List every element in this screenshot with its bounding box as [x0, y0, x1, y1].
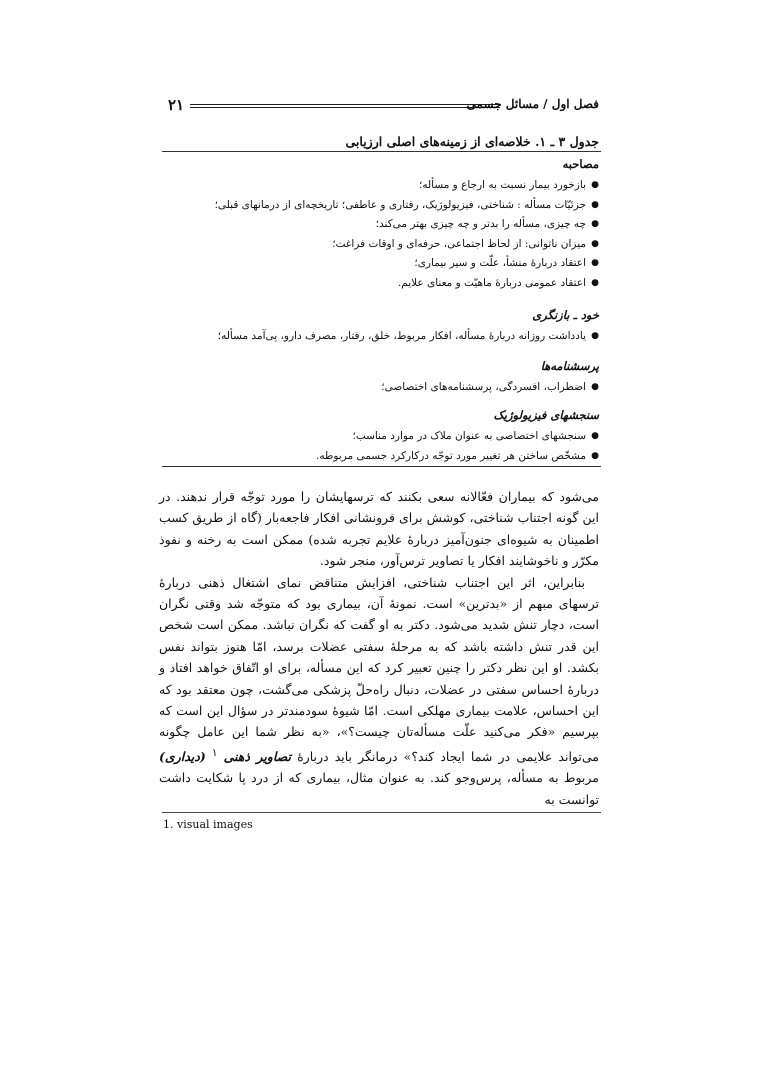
body-text: [159, 486, 599, 810]
bullet-list: [159, 427, 599, 466]
table-bottom-rule: [162, 466, 601, 467]
paragraph: [159, 572, 599, 811]
list-item: ● جزئیّات مسأله : شناختی، فیزیولوژیک، رفتاری و عاطفی؛ تاریخچه‌ای از درمانهای قبلی؛: [159, 196, 599, 216]
footnote-marker[interactable]: ۱: [211, 746, 218, 759]
list-item: ● اضطراب، افسردگی، پرسشنامه‌های اختصاصی؛: [159, 378, 599, 398]
table-section-physiological: [159, 407, 599, 466]
chapter-title: فصل اول / مسائل جسمی: [466, 97, 599, 111]
footnote-rule: [162, 812, 601, 813]
bullet-list: [159, 378, 599, 398]
table-title: جدول ۳ ـ ۱. خلاصه‌ای از زمینه‌های اصلی ارزیابی: [345, 134, 599, 149]
table-section-questionnaires: [159, 358, 599, 398]
footnote: 1. visual images: [163, 818, 253, 831]
list-item: ● یادداشت روزانه دربارهٔ مسأله، افکار مربوط، خلق، رفتار، مصرف دارو، پی‌آمد مسأله؛: [159, 327, 599, 347]
table-section-interview: [159, 156, 599, 293]
list-item: ● اعتقاد دربارهٔ منشأ، علّت و سیر بیماری؛: [159, 254, 599, 274]
section-heading: مصاحبه: [562, 157, 599, 171]
bullet-list: [159, 327, 599, 347]
emphasized-term: (دیداری): [159, 749, 206, 765]
section-heading: سنجشهای فیزیولوژیک: [493, 408, 599, 422]
list-item: ● بازخورد بیمار نسبت به ارجاع و مسأله؛: [159, 176, 599, 196]
list-item: ● میزان ناتوانی: از لحاظ اجتماعی، حرفه‌ای و اوقات فراغت؛: [159, 235, 599, 255]
table-section-self-monitoring: [159, 307, 599, 347]
section-heading: خود ـ بازنگری: [532, 308, 599, 322]
paragraph-text: مربوط به مسأله، پرس‌وجو کند. به عنوان مثال، بیماری که از درد پا شکایت داشت توانست به: [159, 770, 599, 807]
list-item: ● سنجشهای اختصاصی به عنوان ملاک در موارد مناسب؛: [159, 427, 599, 447]
emphasized-term: تصاویر ذهنی: [223, 749, 291, 765]
page-number: ۲۱: [168, 96, 185, 114]
header-rule: [190, 104, 500, 108]
bullet-list: [159, 176, 599, 293]
list-item: ● چه چیزی، مسأله را بدتر و چه چیزی بهتر می‌کند؛: [159, 215, 599, 235]
section-heading: پرسشنامه‌ها: [540, 359, 599, 373]
list-item: ● مشخّص ساختن هر تغییر مورد توجّه درکارکرد جسمی مربوطه.: [159, 447, 599, 467]
paragraph-text: بنابراین، اثر این اجتناب شناختی، افزایش متناقض نمای اشتغال ذهنی دربارهٔ ترسهای مبهم از «بدترین» است. نمونهٔ آن، بیماری بود که متوجّه شد وقتی نگران است، دچار تنش شدید می‌شود. دکتر به او گفت که نگران نباشد. ممکن است شخص این قدر تنش داشته باشد که به مرحلهٔ سفتی عضلات برسد، امّا هنوز بتواند نفس بکشد. او این نظر دکتر را چنین تعبیر کرد که این مسأله، برای او اتّفاق خواهد افتاد و دربارهٔ احساس سفتی در عضلات، دنبال راه‌حلّ پزشکی می‌گشت، چون معتقد بود که این احساس، علامت بیماری مهلکی است. امّا شیوهٔ سودمندتر در سؤال این است که بپرسیم «فکر می‌کنید علّت مسأله‌تان چیست؟»، «به نظر شما این عامل چگونه می‌تواند علایمی در شما ایجاد کند؟» درمانگر باید دربارهٔ: [159, 574, 599, 765]
list-item: ● اعتقاد عمومی دربارهٔ ماهیّت و معنای علایم.: [159, 274, 599, 294]
table-top-rule: [162, 151, 601, 152]
paragraph: می‌شود که بیماران فعّالانه سعی بکنند که ترسهایشان را مورد توجّه قرار ندهند. در این گونه اجتناب شناختی، کوشش برای فرونشانی افکار فاجعه‌بار (گاه از طریق کسب اطمینان به شیوه‌ای جنون‌آمیز دربارهٔ علایم تجربه شده) ممکن است به رخنه و نفوذ مکرّر و ناخوشایند افکار یا تصاویر ترس‌آور، منجر شود.: [159, 489, 599, 569]
